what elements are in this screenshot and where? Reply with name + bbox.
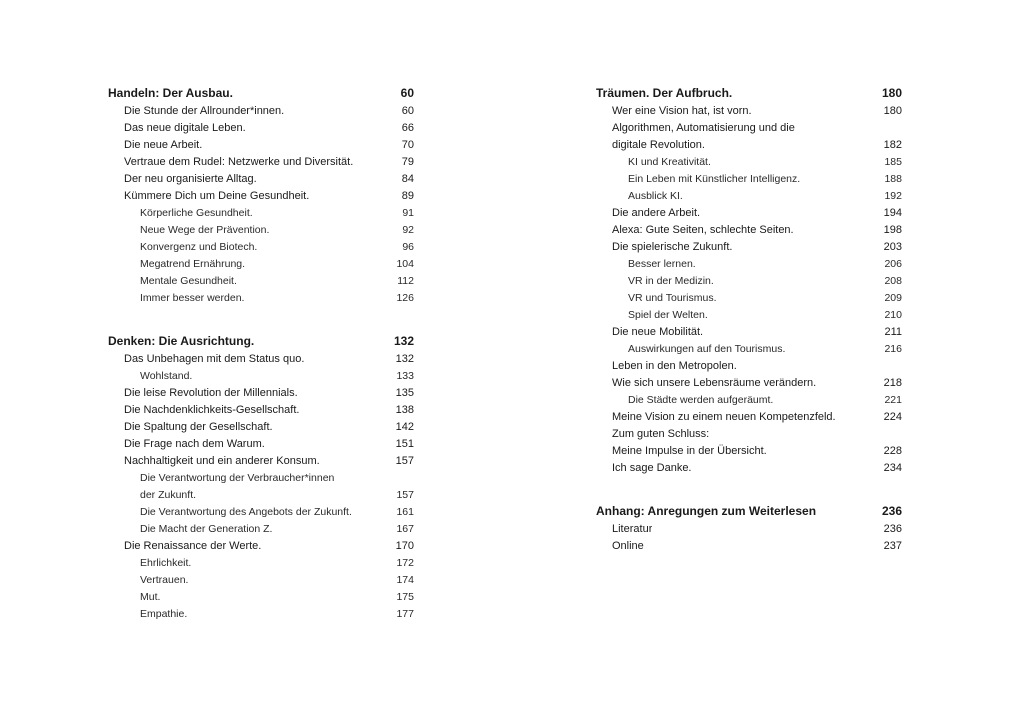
toc-entry-label: Die Verantwortung des Angebots der Zukunft. <box>140 506 352 518</box>
toc-entry-label: Die Frage nach dem Warum. <box>124 438 265 450</box>
toc-entry-label: Nachhaltigkeit und ein anderer Konsum. <box>124 455 320 467</box>
toc-entry[interactable] <box>108 222 414 239</box>
toc-entry-label: Die Renaissance der Werte. <box>124 540 262 552</box>
toc-entry-label: Meine Vision zu einem neuen Kompetenzfeld. <box>612 411 836 423</box>
toc-entry-page: 180 <box>883 105 902 117</box>
toc-entry-page: 185 <box>884 156 902 168</box>
toc-entry[interactable] <box>596 460 902 477</box>
toc-entry[interactable] <box>596 154 902 171</box>
toc-entry-label: Ehrlichkeit. <box>140 557 192 569</box>
toc-entry-label: Leben in den Metropolen. <box>612 360 737 372</box>
toc-entry[interactable] <box>108 103 414 120</box>
toc-entry[interactable] <box>108 589 414 606</box>
toc-entry[interactable] <box>108 521 414 538</box>
toc-entry-label: Zum guten Schluss: <box>612 428 710 440</box>
toc-entry-page: 234 <box>883 462 902 474</box>
toc-entry-label: Ein Leben mit Künstlicher Intelligenz. <box>628 173 801 185</box>
toc-entry-label: Wer eine Vision hat, ist vorn. <box>612 105 752 117</box>
toc-section-page: 132 <box>393 334 414 348</box>
toc-entry[interactable] <box>108 188 414 205</box>
toc-entry-page: 138 <box>395 404 414 416</box>
toc-entry-label: Die andere Arbeit. <box>612 207 701 219</box>
toc-entry-label: der Zukunft. <box>140 489 197 501</box>
toc-entry-label: Ausblick KI. <box>628 190 683 202</box>
toc-entry-label: Die Verantwortung der Verbraucher*innen <box>140 472 335 484</box>
toc-section-page: 236 <box>881 504 902 518</box>
toc-entry-label: Kümmere Dich um Deine Gesundheit. <box>124 190 310 202</box>
toc-column-left <box>108 83 414 623</box>
toc-entry-page: 89 <box>401 190 414 202</box>
toc-entry-page: 177 <box>396 608 414 620</box>
toc-entry-label: Die Städte werden aufgeräumt. <box>628 394 774 406</box>
toc-entry-page: 236 <box>883 523 902 535</box>
toc-entry-label: Megatrend Ernährung. <box>140 258 246 270</box>
toc-entry[interactable] <box>596 409 902 426</box>
toc-entry[interactable] <box>596 307 902 324</box>
toc-section-page: 180 <box>881 86 902 100</box>
toc-entry[interactable] <box>108 154 414 171</box>
toc-entry-page: 157 <box>395 455 414 467</box>
toc-entry[interactable] <box>108 606 414 623</box>
toc-entry[interactable] <box>596 375 902 392</box>
toc-entry[interactable] <box>108 419 414 436</box>
toc-entry-page: 60 <box>401 105 414 117</box>
toc-entry-page: 142 <box>395 421 414 433</box>
toc-entry-label: digitale Revolution. <box>612 139 705 151</box>
toc-entry-page: 84 <box>401 173 414 185</box>
toc-entry-label: Spiel der Welten. <box>628 309 708 321</box>
toc-entry-page: 66 <box>401 122 414 134</box>
toc-entry-page: 208 <box>884 275 902 287</box>
toc-entry[interactable] <box>596 324 902 341</box>
toc-entry[interactable] <box>596 103 902 120</box>
toc-entry-page: 206 <box>884 258 902 270</box>
toc-entry-label: Immer besser werden. <box>140 292 245 304</box>
toc-entry[interactable] <box>596 538 902 555</box>
toc-entry-page: 132 <box>395 353 414 365</box>
toc-entry[interactable] <box>108 137 414 154</box>
toc-entry-label: Die leise Revolution der Millennials. <box>124 387 298 399</box>
toc-entry[interactable] <box>108 470 414 487</box>
toc-entry-label: VR in der Medizin. <box>628 275 714 287</box>
toc-entry-page: 96 <box>402 241 414 253</box>
toc-entry-label: Empathie. <box>140 608 188 620</box>
toc-entry[interactable] <box>108 368 414 385</box>
toc-entry-page: 182 <box>883 139 902 151</box>
toc-entry[interactable] <box>596 222 902 239</box>
toc-entry-page: 170 <box>395 540 414 552</box>
toc-section-heading[interactable] <box>108 331 414 351</box>
toc-entry[interactable] <box>596 273 902 290</box>
toc-entry-label: KI und Kreativität. <box>628 156 711 168</box>
toc-section-title: Handeln: Der Ausbau. <box>108 86 233 100</box>
toc-section-page: 60 <box>400 86 414 100</box>
toc-entry-page: 92 <box>402 224 414 236</box>
toc-entry-label: Die Stunde der Allrounder*innen. <box>124 105 285 117</box>
toc-entry-page: 133 <box>396 370 414 382</box>
toc-entry[interactable] <box>596 358 902 375</box>
toc-entry-label: Das Unbehagen mit dem Status quo. <box>124 353 305 365</box>
toc-entry[interactable] <box>596 521 902 538</box>
toc-entry-page: 175 <box>396 591 414 603</box>
toc-entry[interactable] <box>596 239 902 256</box>
toc-entry[interactable] <box>108 351 414 368</box>
toc-entry-page: 91 <box>402 207 414 219</box>
toc-entry[interactable] <box>596 290 902 307</box>
toc-entry-page: 203 <box>883 241 902 253</box>
toc-entry-label: Konvergenz und Biotech. <box>140 241 258 253</box>
toc-column-right <box>596 83 902 555</box>
toc-entry-page: 126 <box>396 292 414 304</box>
toc-entry[interactable] <box>596 137 902 154</box>
toc-entry[interactable] <box>596 120 902 137</box>
toc-entry[interactable] <box>108 402 414 419</box>
toc-entry[interactable] <box>596 205 902 222</box>
toc-entry-label: Der neu organisierte Alltag. <box>124 173 257 185</box>
toc-entry-page: 210 <box>884 309 902 321</box>
toc-entry-label: Das neue digitale Leben. <box>124 122 246 134</box>
toc-entry-page: 161 <box>396 506 414 518</box>
toc-entry-page: 104 <box>396 258 414 270</box>
toc-entry-page: 221 <box>884 394 902 406</box>
toc-entry-page: 174 <box>396 574 414 586</box>
toc-section-title: Denken: Die Ausrichtung. <box>108 334 255 348</box>
toc-section-heading[interactable] <box>596 501 902 521</box>
toc-entry-label: Die neue Arbeit. <box>124 139 203 151</box>
toc-entry-label: Neue Wege der Prävention. <box>140 224 270 236</box>
toc-section-heading[interactable] <box>108 83 414 103</box>
toc-entry-label: Alexa: Gute Seiten, schlechte Seiten. <box>612 224 794 236</box>
toc-entry[interactable] <box>108 273 414 290</box>
toc-entry-page: 228 <box>883 445 902 457</box>
toc-entry-page: 211 <box>884 326 902 338</box>
toc-entry-page: 70 <box>401 139 414 151</box>
toc-section-title: Träumen. Der Aufbruch. <box>596 86 733 100</box>
toc-entry-label: Online <box>612 540 644 552</box>
toc-entry-label: Mut. <box>140 591 161 603</box>
toc-entry-page: 209 <box>884 292 902 304</box>
toc-entry-label: Meine Impulse in der Übersicht. <box>612 445 767 457</box>
toc-entry-label: Die spielerische Zukunft. <box>612 241 733 253</box>
toc-entry-label: Ich sage Danke. <box>612 462 692 474</box>
toc-entry-label: Körperliche Gesundheit. <box>140 207 253 219</box>
toc-section-heading[interactable] <box>596 83 902 103</box>
toc-entry[interactable] <box>108 487 414 504</box>
toc-entry[interactable] <box>108 385 414 402</box>
toc-entry-label: Die Nachdenklichkeits-Gesellschaft. <box>124 404 300 416</box>
toc-entry-page: 172 <box>396 557 414 569</box>
toc-entry[interactable] <box>108 572 414 589</box>
toc-entry[interactable] <box>108 453 414 470</box>
toc-entry-label: Die neue Mobilität. <box>612 326 704 338</box>
toc-entry-label: Mentale Gesundheit. <box>140 275 237 287</box>
toc-entry-label: Vertrauen. <box>140 574 189 586</box>
toc-entry[interactable] <box>108 555 414 572</box>
toc-entry[interactable] <box>596 392 902 409</box>
toc-entry[interactable] <box>596 171 902 188</box>
toc-entry-page: 188 <box>884 173 902 185</box>
toc-entry-label: Die Spaltung der Gesellschaft. <box>124 421 273 433</box>
toc-entry-label: Die Macht der Generation Z. <box>140 523 273 535</box>
toc-entry[interactable] <box>108 538 414 555</box>
toc-entry[interactable] <box>108 290 414 307</box>
toc-entry-page: 194 <box>883 207 902 219</box>
toc-entry-label: Literatur <box>612 523 653 535</box>
toc-entry-page: 112 <box>397 275 414 287</box>
toc-entry-label: Algorithmen, Automatisierung und die <box>612 122 795 134</box>
toc-entry[interactable] <box>596 426 902 443</box>
toc-entry-page: 192 <box>884 190 902 202</box>
toc-entry[interactable] <box>596 256 902 273</box>
toc-entry[interactable] <box>108 256 414 273</box>
toc-entry-label: Wohlstand. <box>140 370 193 382</box>
toc-entry-page: 218 <box>883 377 902 389</box>
toc-entry[interactable] <box>108 504 414 521</box>
toc-entry[interactable] <box>596 341 902 358</box>
toc-entry-label: Auswirkungen auf den Tourismus. <box>628 343 786 355</box>
toc-entry-page: 151 <box>395 438 414 450</box>
toc-entry[interactable] <box>596 443 902 460</box>
toc-entry[interactable] <box>108 171 414 188</box>
toc-section-title: Anhang: Anregungen zum Weiterlesen <box>596 504 817 518</box>
toc-entry-label: Wie sich unsere Lebensräume verändern. <box>612 377 817 389</box>
toc-entry[interactable] <box>108 120 414 137</box>
toc-entry-page: 237 <box>883 540 902 552</box>
toc-entry[interactable] <box>596 188 902 205</box>
toc-entry-label: Besser lernen. <box>628 258 696 270</box>
toc-entry[interactable] <box>108 436 414 453</box>
toc-entry-page: 167 <box>396 523 414 535</box>
toc-entry[interactable] <box>108 205 414 222</box>
toc-entry-page: 216 <box>884 343 902 355</box>
toc-entry-label: VR und Tourismus. <box>628 292 717 304</box>
toc-entry-page: 198 <box>883 224 902 236</box>
toc-entry[interactable] <box>108 239 414 256</box>
toc-entry-page: 79 <box>401 156 414 168</box>
toc-entry-page: 135 <box>395 387 414 399</box>
toc-entry-page: 157 <box>396 489 414 501</box>
toc-entry-label: Vertraue dem Rudel: Netzwerke und Diversität. <box>124 156 354 168</box>
toc-entry-page: 224 <box>883 411 902 423</box>
